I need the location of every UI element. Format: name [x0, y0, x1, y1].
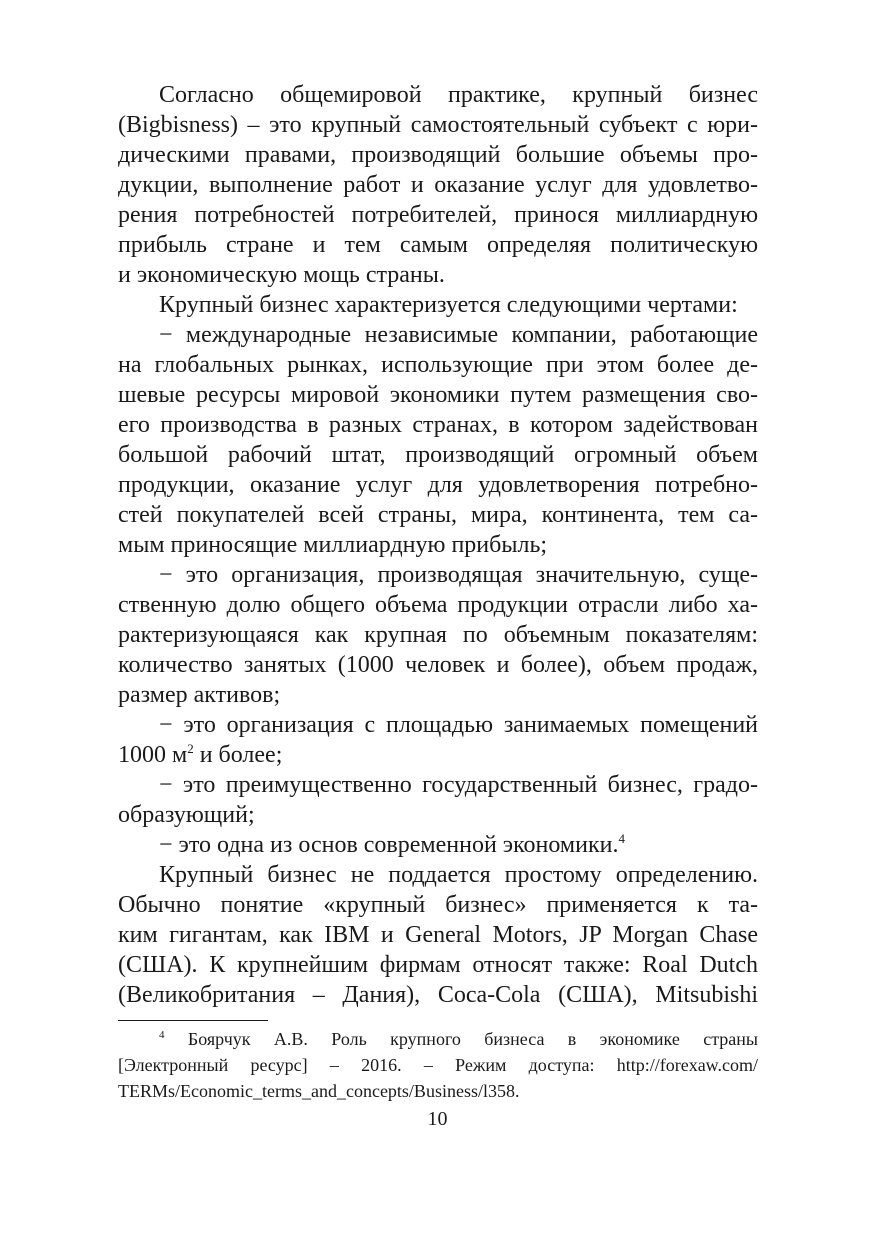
text-line [118, 830, 758, 860]
footnote [118, 1026, 758, 1104]
list-item-state-business [118, 770, 758, 830]
text-line: Крупный бизнес характеризуется следующими чертами: [159, 292, 738, 318]
text-line: − международные независимые компании, работающие [159, 322, 758, 348]
body-text [118, 80, 758, 1010]
list-item-economy-basis [118, 830, 758, 860]
text-line: ственную долю общего объема продукции отрасли либо ха- [118, 592, 758, 618]
square-superscript: 2 [187, 741, 194, 756]
text-line: Обычно понятие «крупный бизнес» применяется к та- [118, 892, 758, 918]
text-line: дическими правами, производящий большие объемы про- [118, 142, 758, 168]
footnote-url-line: TERMs/Economic_terms_and_concepts/Business/l358. [118, 1081, 520, 1101]
text-line: его производства в разных странах, в котором задействован [118, 412, 758, 438]
footnote-divider [118, 1020, 268, 1021]
text-line: (Bigbisness) – это крупный самостоятельный субъект с юри- [118, 112, 758, 138]
paragraph-definition [118, 80, 758, 290]
text-line: рения потребностей потребителей, принося миллиардную [118, 202, 758, 228]
footnote-reference[interactable]: 4 [618, 831, 625, 846]
text-line: Согласно общемировой практике, крупный бизнес [159, 82, 758, 108]
text-line: дукции, выполнение работ и оказание услуг для удовлетво- [118, 172, 758, 198]
text-line: стей покупателей всей страны, мира, континента, тем са- [118, 502, 758, 528]
area-suffix: и более; [193, 742, 283, 768]
text-line: − это преимущественно государственный бизнес, градо- [159, 772, 758, 798]
text-line: − это организация, производящая значительную, суще- [159, 562, 758, 588]
text-line: − это организация с площадью занимаемых помещений [159, 712, 758, 738]
text-line: большой рабочий штат, производящий огромный объем [118, 442, 758, 468]
text-line: шевые ресурсы мировой экономики путем размещения сво- [118, 382, 758, 408]
footnote-text: Боярчук А.В. Роль крупного бизнеса в экономике страны [187, 1029, 759, 1049]
list-item-floor-area [118, 710, 758, 770]
text-line: и экономическую мощь страны. [118, 262, 445, 288]
text-line: ким гигантам, как IBM и General Motors, JP Morgan Chase [118, 922, 758, 948]
text-line: Крупный бизнес не поддается простому определению. [159, 862, 758, 888]
text-line: размер активов; [118, 682, 281, 708]
list-item-production-share [118, 560, 758, 710]
paragraph-features-intro [118, 290, 758, 320]
text-line: (Великобритания – Дания), Coca-Cola (США), Mitsubishi [118, 982, 758, 1008]
list-item-international-companies [118, 320, 758, 560]
text-line: (США). К крупнейшим фирмам относят также: Roal Dutch [118, 952, 758, 978]
text-line: образующий; [118, 802, 255, 828]
area-value: 1000 м [118, 742, 188, 768]
text-line [118, 740, 758, 770]
page-number: 10 [427, 1108, 448, 1130]
text-line: продукции, оказание услуг для удовлетворения потребно- [118, 472, 758, 498]
text-line: количество занятых (1000 человек и более), объем продаж, [118, 652, 758, 678]
text-line: прибыль стране и тем самым определяя политическую [118, 232, 758, 258]
text-line: на глобальных рынках, использующие при этом более де- [118, 352, 758, 378]
footnote-number: 4 [159, 1029, 165, 1041]
footnote-line: [Электронный ресурс] – 2016. – Режим доступа: http://forexaw.com/ [118, 1055, 758, 1075]
paragraph-examples [118, 860, 758, 1010]
text-line: мым приносящие миллиардную прибыль; [118, 532, 548, 558]
list-item-text: − это одна из основ современной экономики. [159, 832, 619, 858]
footnote-line [118, 1026, 758, 1052]
text-line: рактеризующаяся как крупная по объемным показателям: [118, 622, 758, 648]
